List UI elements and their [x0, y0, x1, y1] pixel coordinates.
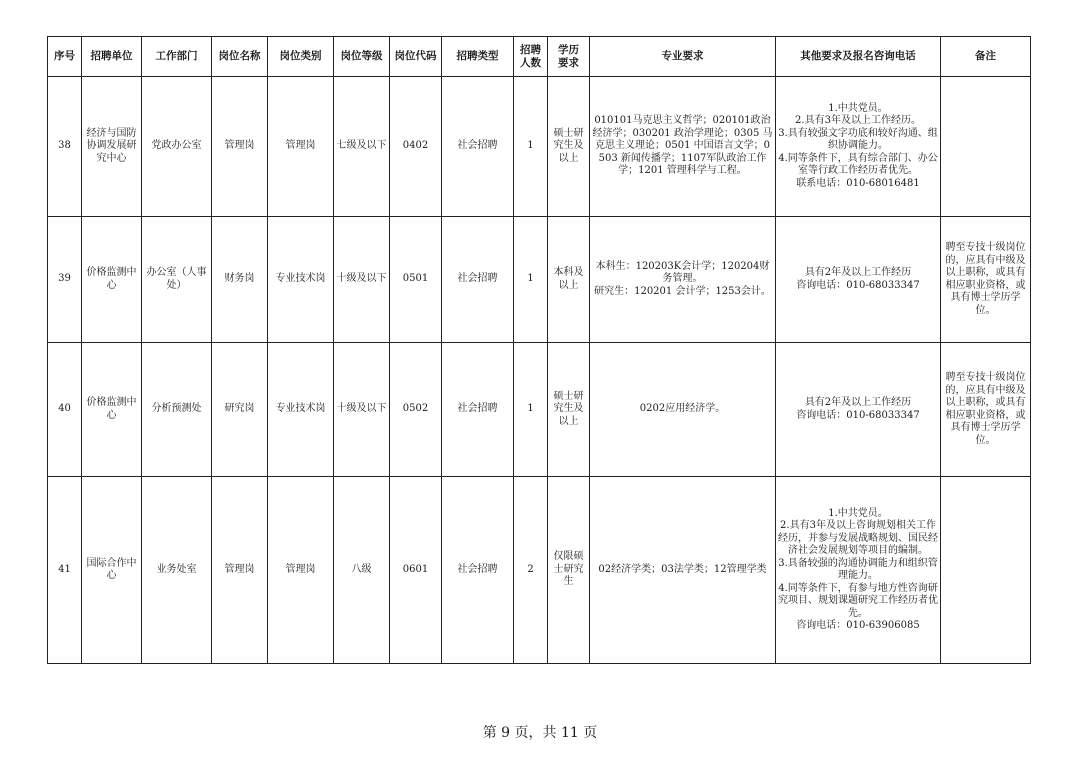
- cell-category: 专业技术岗: [268, 217, 334, 343]
- cell-post: 管理岗: [212, 77, 268, 217]
- header-type: 招聘类型: [442, 37, 514, 77]
- cell-post: 管理岗: [212, 477, 268, 664]
- cell-education: 硕士研究生及以上: [548, 343, 590, 477]
- cell-major: 本科生：120203K会计学；120204财务管理。 研究生：120201 会计学；1253会计。: [590, 217, 776, 343]
- cell-note: [941, 477, 1031, 664]
- cell-unit: 价格监测中心: [82, 217, 142, 343]
- cell-code: 0501: [390, 217, 442, 343]
- cell-major: 0202应用经济学。: [590, 343, 776, 477]
- cell-dept: 办公室（人事处）: [142, 217, 212, 343]
- cell-level: 十级及以下: [334, 217, 390, 343]
- cell-category: 管理岗: [268, 77, 334, 217]
- header-row: [48, 37, 1031, 77]
- table-row: [48, 343, 1031, 477]
- cell-post: 研究岗: [212, 343, 268, 477]
- cell-count: 1: [514, 343, 548, 477]
- cell-category: 管理岗: [268, 477, 334, 664]
- cell-major: 010101马克思主义哲学；020101政治经济学；030201 政治学理论；0305 马克思主义理论；0501 中国语言文学；0503 新闻传播学；1107军队政治工作学；1201 管理科学与工程。: [590, 77, 776, 217]
- cell-type: 社会招聘: [442, 217, 514, 343]
- cell-dept: 业务处室: [142, 477, 212, 664]
- cell-other: 1.中共党员。 2.具有3年及以上工作经历。 3.具有较强文字功底和较好沟通、组织协调能力。 4.同等条件下，具有综合部门、办公室等行政工作经历者优先。 联系电话：010-68016481: [776, 77, 941, 217]
- cell-count: 1: [514, 217, 548, 343]
- cell-education: 硕士研究生及以上: [548, 77, 590, 217]
- cell-other: 具有2年及以上工作经历 咨询电话：010-68033347: [776, 217, 941, 343]
- recruitment-table: [47, 36, 1031, 664]
- cell-education: 仅限硕士研究生: [548, 477, 590, 664]
- cell-seq: 39: [48, 217, 82, 343]
- cell-level: 七级及以下: [334, 77, 390, 217]
- cell-note: [941, 77, 1031, 217]
- cell-seq: 38: [48, 77, 82, 217]
- header-note: 备注: [941, 37, 1031, 77]
- cell-seq: 41: [48, 477, 82, 664]
- header-seq: 序号: [48, 37, 82, 77]
- header-other: 其他要求及报名咨询电话: [776, 37, 941, 77]
- cell-seq: 40: [48, 343, 82, 477]
- cell-unit: 价格监测中心: [82, 343, 142, 477]
- header-category: 岗位类别: [268, 37, 334, 77]
- cell-unit: 国际合作中心: [82, 477, 142, 664]
- table-row: [48, 477, 1031, 664]
- header-unit: 招聘单位: [82, 37, 142, 77]
- cell-count: 1: [514, 77, 548, 217]
- cell-category: 专业技术岗: [268, 343, 334, 477]
- header-code: 岗位代码: [390, 37, 442, 77]
- cell-type: 社会招聘: [442, 77, 514, 217]
- cell-code: 0502: [390, 343, 442, 477]
- cell-dept: 党政办公室: [142, 77, 212, 217]
- header-education: 学历 要求: [548, 37, 590, 77]
- cell-other: 具有2年及以上工作经历 咨询电话：010-68033347: [776, 343, 941, 477]
- table-row: [48, 77, 1031, 217]
- cell-count: 2: [514, 477, 548, 664]
- header-level: 岗位等级: [334, 37, 390, 77]
- page-number: 第 9 页，共 11 页: [482, 725, 598, 741]
- cell-major: 02经济学类；03法学类；12管理学类: [590, 477, 776, 664]
- header-major: 专业要求: [590, 37, 776, 77]
- header-count: 招聘 人数: [514, 37, 548, 77]
- cell-unit: 经济与国防协调发展研究中心: [82, 77, 142, 217]
- cell-type: 社会招聘: [442, 343, 514, 477]
- cell-dept: 分析预测处: [142, 343, 212, 477]
- cell-note: 聘至专技十级岗位的，应具有中级及以上职称，或具有相应职业资格，或具有博士学历学位。: [941, 217, 1031, 343]
- cell-level: 八级: [334, 477, 390, 664]
- cell-code: 0601: [390, 477, 442, 664]
- cell-note: 聘至专技十级岗位的，应具有中级及以上职称，或具有相应职业资格，或具有博士学历学位。: [941, 343, 1031, 477]
- table-row: [48, 217, 1031, 343]
- cell-education: 本科及以上: [548, 217, 590, 343]
- cell-post: 财务岗: [212, 217, 268, 343]
- cell-code: 0402: [390, 77, 442, 217]
- header-post: 岗位名称: [212, 37, 268, 77]
- cell-level: 十级及以下: [334, 343, 390, 477]
- cell-type: 社会招聘: [442, 477, 514, 664]
- header-dept: 工作部门: [142, 37, 212, 77]
- cell-other: 1.中共党员。 2.具有3年及以上咨询规划相关工作经历，并参与发展战略规划、国民经济社会发展规划等项目的编制。 3.具备较强的沟通协调能力和组织管理能力。 4.同等条件下，有参与地方性咨询研究项目、规划课题研究工作经历者优先。 咨询电话：010-63906085: [776, 477, 941, 664]
